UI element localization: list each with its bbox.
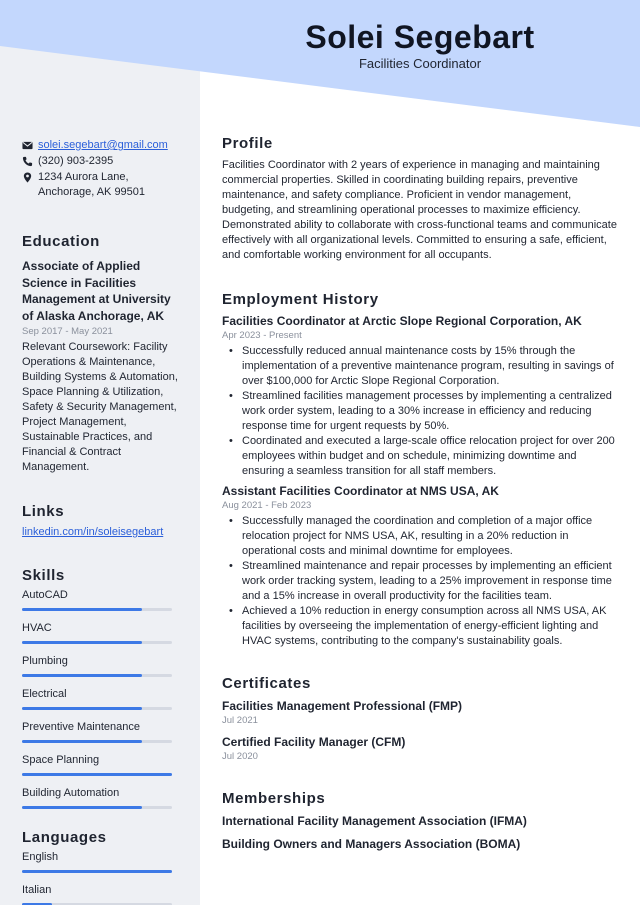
skill-level-fill <box>22 740 142 743</box>
skill-level-bar <box>22 806 172 809</box>
links-section <box>22 503 182 540</box>
education-section <box>22 233 182 475</box>
languages-list <box>22 850 182 905</box>
certificate-date: Jul 2021 <box>222 715 258 726</box>
education-dates: Sep 2017 - May 2021 <box>22 326 113 337</box>
certificates-list <box>222 698 620 764</box>
memberships-list <box>222 813 620 852</box>
skill-name: Plumbing <box>22 655 68 667</box>
certificate-name: Certified Facility Manager (CFM) <box>222 735 406 749</box>
sidebar <box>22 138 182 905</box>
skill-name: Preventive Maintenance <box>22 721 141 733</box>
skill-level-fill <box>22 674 142 677</box>
membership-item: International Facility Management Association (IFMA) <box>222 814 527 828</box>
jobs-list <box>222 313 620 649</box>
employment-heading: Employment History <box>222 291 379 308</box>
profile-text: Facilities Coordinator with 2 years of experience in managing and maintaining commercial properties. Skilled in coordinating building repairs, preventive maintenance, and safety compliance. Proficient in vendor management, budgeting, and streamlining operational processes to maximize efficiency. Demonstrated ability to collaborate with cross-functional teams and communicate effectively with all organizational levels. Committed to ensuring a safe, efficient, and comfortable working environment for all occupants. <box>222 159 617 261</box>
skill-level-bar <box>22 740 172 743</box>
employment-section <box>222 290 620 649</box>
links-heading: Links <box>22 503 65 520</box>
candidate-title: Facilities Coordinator <box>358 56 482 71</box>
languages-section <box>22 829 182 905</box>
skill-name: Electrical <box>22 688 67 700</box>
skill-name: HVAC <box>22 622 52 634</box>
main-content <box>222 134 620 852</box>
language-name: Italian <box>22 884 52 896</box>
language-item <box>22 883 182 905</box>
certificates-heading: Certificates <box>222 675 311 692</box>
skill-item <box>22 753 182 776</box>
education-degree: Associate of Applied Science in Facilities Management at University of Alaska Anchorage, AK <box>22 259 171 323</box>
job-bullet: • Coordinated and executed a large-scale office relocation project for over 200 employees within budget and on schedule, minimizing downtime and ensuring a seamless transition for all staff members. <box>222 434 620 479</box>
job-bullets <box>222 344 620 479</box>
certificate-date: Jul 2020 <box>222 751 258 762</box>
skill-level-fill <box>22 641 142 644</box>
skill-level-fill <box>22 773 172 776</box>
linkedin-link[interactable]: linkedin.com/in/soleisegebart <box>22 526 164 538</box>
phone-number: (320) 903-2395 <box>38 155 114 167</box>
job-bullet: • Successfully managed the coordination and completion of a major office relocation project for NMS USA, AK, resulting in a 20% reduction in operational costs and minimal downtime for employees. <box>222 514 620 559</box>
job-bullet: • Successfully reduced annual maintenance costs by 15% through the implementation of a preventive maintenance program, resulting in savings of over $100,000 for Arctic Slope Regional Corporation. <box>222 344 620 389</box>
contact-address-row <box>22 170 182 200</box>
envelope-icon <box>22 138 38 151</box>
email-link[interactable]: solei.segebart@gmail.com <box>38 139 168 151</box>
certificates-section <box>222 674 620 764</box>
skill-level-bar <box>22 608 172 611</box>
language-name: English <box>22 851 59 863</box>
job-dates: Aug 2021 - Feb 2023 <box>222 500 312 511</box>
memberships-heading: Memberships <box>222 790 326 807</box>
language-item <box>22 850 182 873</box>
job-title: Assistant Facilities Coordinator at NMS USA, AK <box>222 484 499 498</box>
language-level-bar <box>22 870 172 873</box>
language-level-fill <box>22 870 172 873</box>
job-entry <box>222 313 620 479</box>
languages-heading: Languages <box>22 829 107 846</box>
job-bullet: • Achieved a 10% reduction in energy consumption across all NMS USA, AK facilities by overseeing the implementation of energy-efficient lighting and HVAC systems, contributing to the company's sustainability goals. <box>222 604 620 649</box>
memberships-section <box>222 789 620 852</box>
skill-item <box>22 720 182 743</box>
skill-name: Space Planning <box>22 754 100 766</box>
education-description: Relevant Coursework: Facility Operations & Maintenance, Building Systems & Automation, Space Planning & Utilization, Safety & Security Management, Project Management, Sustainable Practices, and Financial & Contract Management. <box>22 341 178 473</box>
contact-section <box>22 138 182 200</box>
skill-level-bar <box>22 641 172 644</box>
skills-heading: Skills <box>22 567 65 584</box>
skill-item <box>22 786 182 809</box>
contact-email-row <box>22 138 182 153</box>
resume-header <box>200 18 640 72</box>
skill-item <box>22 654 182 677</box>
job-entry <box>222 483 620 649</box>
education-heading: Education <box>22 233 100 250</box>
certificate-name: Facilities Management Professional (FMP) <box>222 699 463 713</box>
skill-level-fill <box>22 806 142 809</box>
job-bullet: • Streamlined facilities management processes by implementing a centralized work order system, leading to a 30% increase in efficiency and reducing response time for urgent requests by 50%. <box>222 389 620 434</box>
certificate-item <box>222 698 620 728</box>
profile-section <box>222 134 620 263</box>
address: 1234 Aurora Lane, Anchorage, AK 99501 <box>38 171 146 198</box>
profile-heading: Profile <box>222 135 273 152</box>
certificate-item <box>222 734 620 764</box>
skill-level-fill <box>22 608 142 611</box>
skill-level-bar <box>22 707 172 710</box>
skill-name: Building Automation <box>22 787 120 799</box>
skill-level-bar <box>22 674 172 677</box>
skill-level-fill <box>22 707 142 710</box>
job-dates: Apr 2023 - Present <box>222 330 302 341</box>
candidate-name: Solei Segebart <box>305 19 535 55</box>
skill-item <box>22 687 182 710</box>
skill-name: AutoCAD <box>22 589 68 601</box>
phone-icon <box>22 154 38 167</box>
skill-level-bar <box>22 773 172 776</box>
skill-item <box>22 588 182 611</box>
job-bullet: • Streamlined maintenance and repair processes by implementing an efficient work order tracking system, leading to a 25% improvement in response time and a 15% increase in overall productivity for the facilities team. <box>222 559 620 604</box>
job-bullets <box>222 514 620 649</box>
contact-phone-row <box>22 154 182 169</box>
skills-section <box>22 567 182 809</box>
skills-list <box>22 588 182 809</box>
skill-item <box>22 621 182 644</box>
map-pin-icon <box>22 170 38 183</box>
job-title: Facilities Coordinator at Arctic Slope Regional Corporation, AK <box>222 314 582 328</box>
membership-item: Building Owners and Managers Association (BOMA) <box>222 837 521 851</box>
